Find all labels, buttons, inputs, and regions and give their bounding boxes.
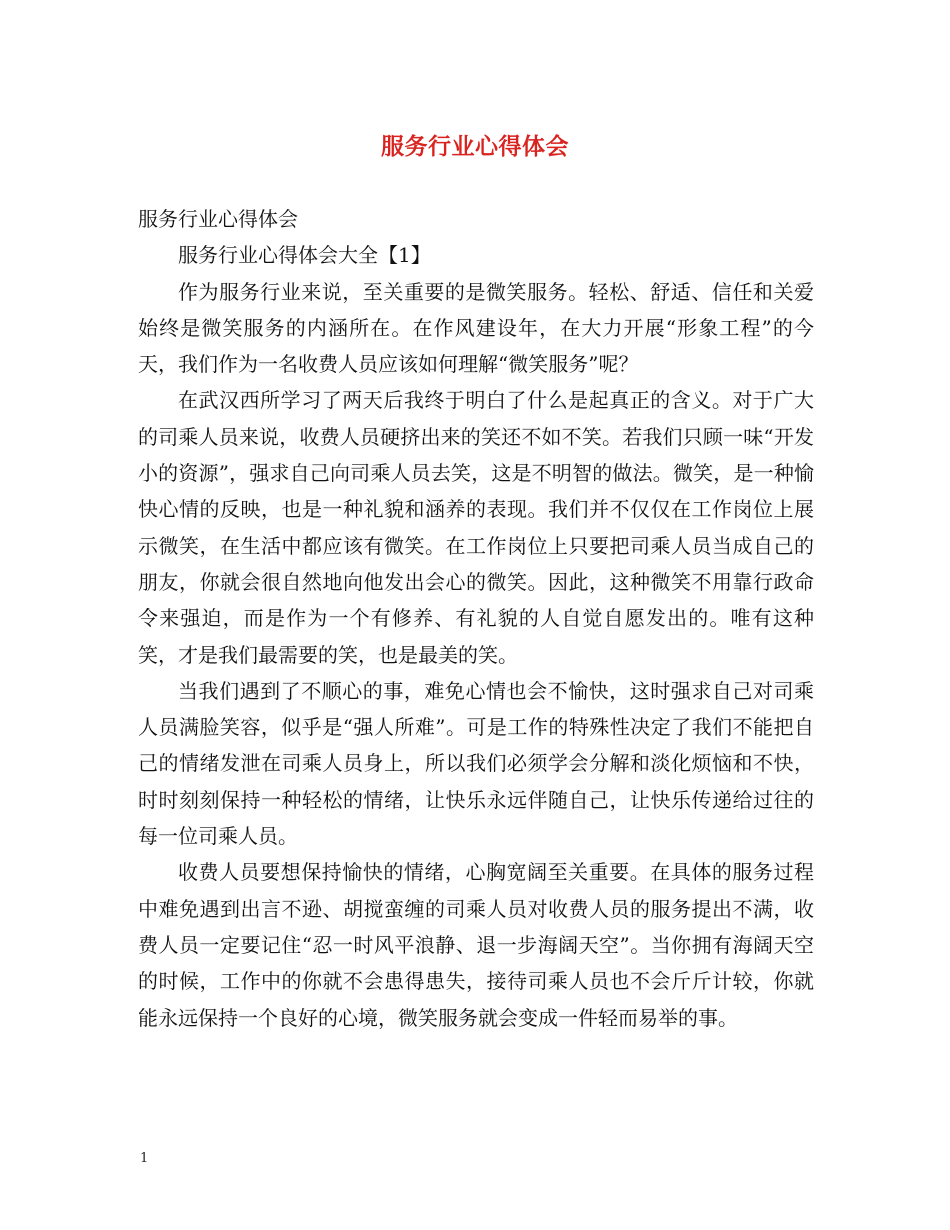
paragraph-2: 在武汉西所学习了两天后我终于明白了什么是起真正的含义。对于广大的司乘人员来说，收费人员硬挤出来的笑还不如不笑。若我们只顾一味“开发小的资源”，强求自己向司乘人员去笑，这是不明智的做法。微笑，是一种愉快心情的反映，也是一种礼貌和涵养的表现。我们并不仅仅在工作岗位上展示微笑，在生活中都应该有微笑。在工作岗位上只要把司乘人员当成自己的朋友，你就会很自然地向他发出会心的微笑。因此，这种微笑不用靠行政命令来强迫，而是作为一个有修养、有礼貌的人自觉自愿发出的。唯有这种笑，才是我们最需要的笑，也是最美的笑。 [138,388,814,667]
section-heading: 服务行业心得体会大全【1】 [178,243,431,268]
paragraph-1: 作为服务行业来说，至关重要的是微笑服务。轻松、舒适、信任和关爱始终是微笑服务的内涵所在。在作风建设年，在大力开展“形象工程”的今天，我们作为一名收费人员应该如何理解“微笑服务”呢？ [138,279,814,377]
paragraph-3: 当我们遇到了不顺心的事，难免心情也会不愉快，这时强求自己对司乘人员满脸笑容，似乎是“强人所难”。可是工作的特殊性决定了我们不能把自己的情绪发泄在司乘人员身上，所以我们必须学会分解和淡化烦恼和不快，时时刻刻保持一种轻松的情绪，让快乐永远伴随自己，让快乐传递给过往的每一位司乘人员。 [138,678,814,849]
document-title: 服务行业心得体会 [381,133,569,160]
document-body [138,201,814,1036]
page-number: 1 [140,1151,149,1166]
paragraph-4: 收费人员要想保持愉快的情绪，心胸宽阔至关重要。在具体的服务过程中难免遇到出言不逊、胡搅蛮缠的司乘人员对收费人员的服务提出不满，收费人员一定要记住“忍一时风平浪静、退一步海阔天空”。当你拥有海阔天空的时候，工作中的你就不会患得患失，接待司乘人员也不会斤斤计较，你就能永远保持一个良好的心境，微笑服务就会变成一件轻而易举的事。 [138,860,814,1030]
subtitle-line: 服务行业心得体会 [138,207,298,231]
